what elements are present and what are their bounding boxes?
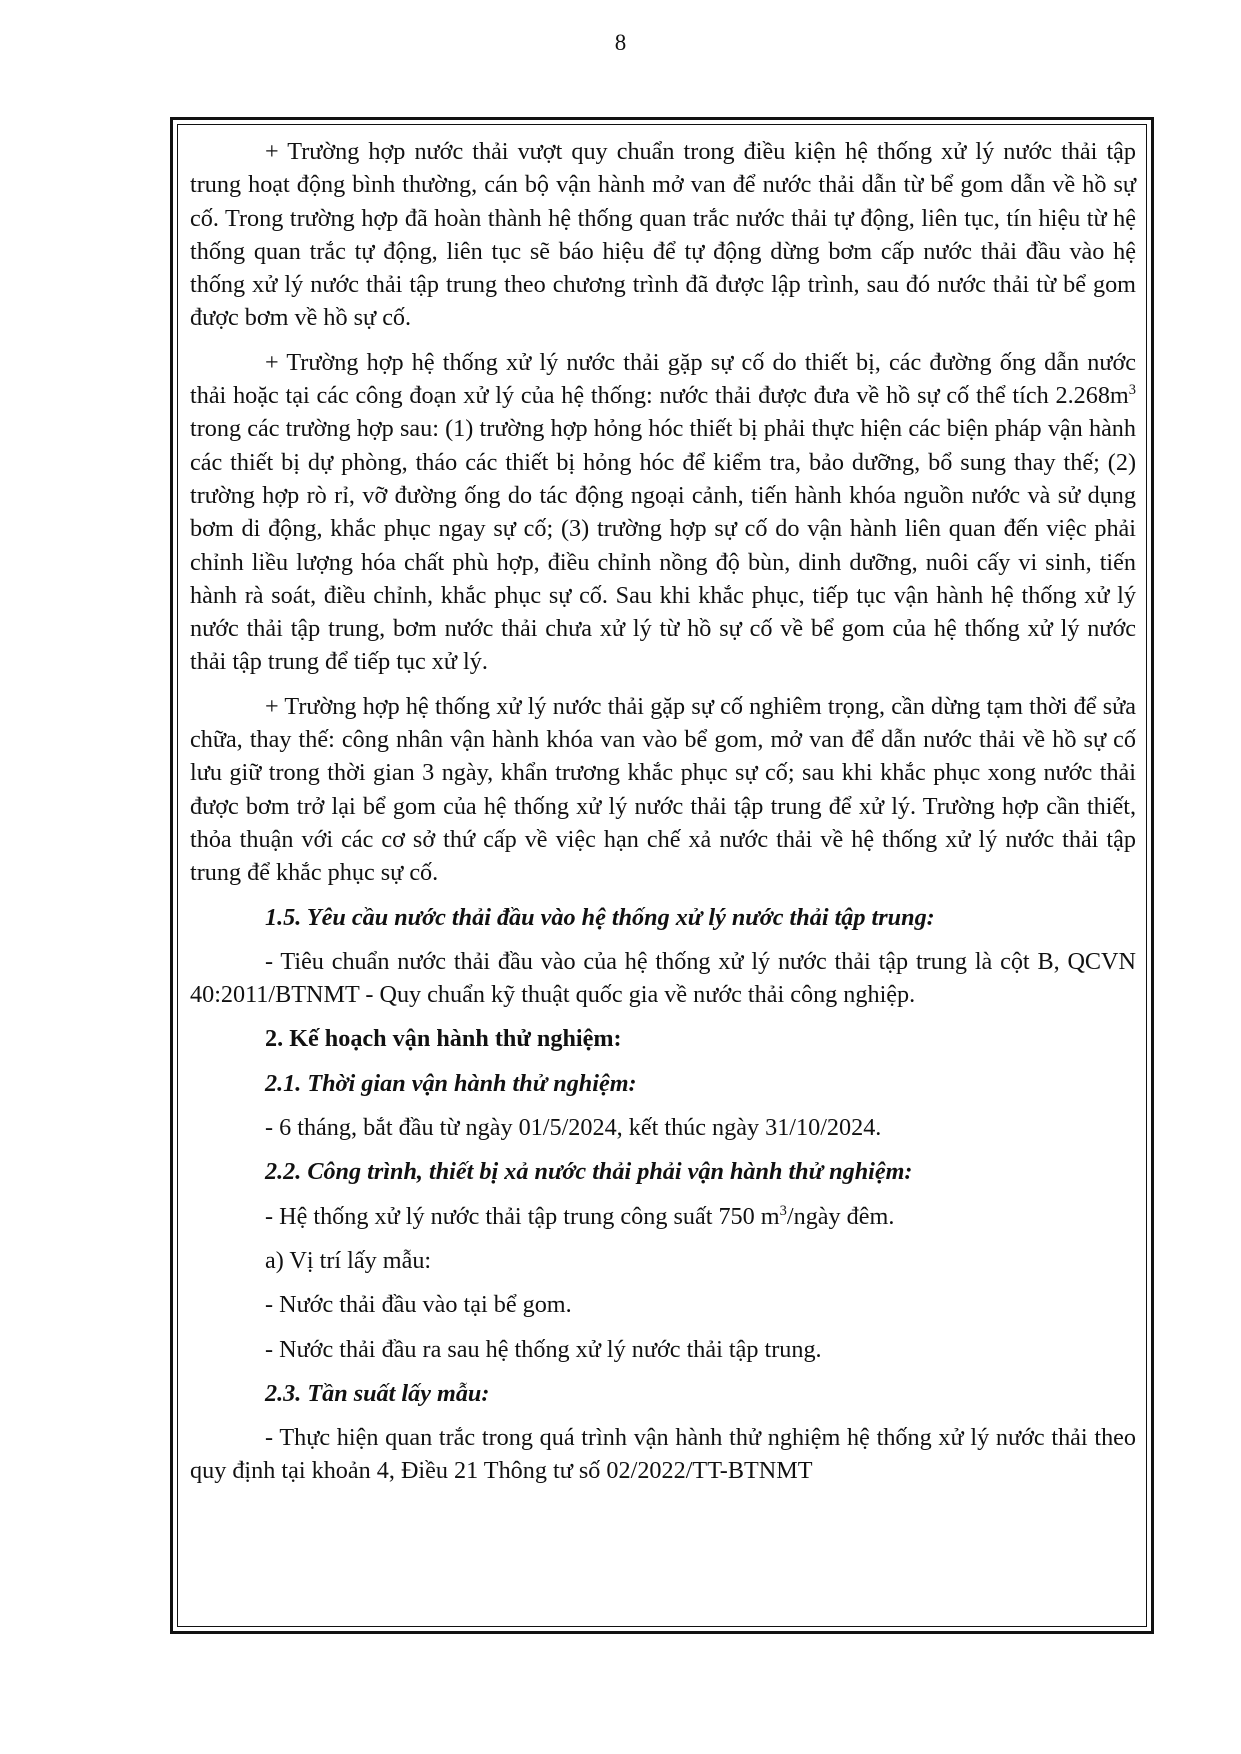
document-body — [177, 124, 1147, 1627]
page-number: 8 — [614, 30, 627, 55]
text-segment: /ngày đêm. — [786, 1202, 895, 1230]
superscript: 3 — [1128, 382, 1136, 399]
paragraph-equipment-incident — [190, 346, 1136, 679]
section-heading-1-5: 1.5. Yêu cầu nước thải đầu vào hệ thống xử lý nước thải tập trung: — [265, 903, 935, 931]
section-heading-2: 2. Kế hoạch vận hành thử nghiệm: — [265, 1025, 622, 1053]
paragraph-input-standard: - Tiêu chuẩn nước thải đầu vào của hệ thống xử lý nước thải tập trung là cột B, QCVN 40:2011/BTNMT - Quy chuẩn kỹ thuật quốc gia về nước thải công nghiệp. — [190, 947, 1136, 1009]
section-heading-2-3: 2.3. Tần suất lấy mẫu: — [265, 1379, 490, 1407]
paragraph-sample-output: - Nước thải đầu ra sau hệ thống xử lý nước thải tập trung. — [265, 1335, 822, 1363]
paragraph-overflow-case: + Trường hợp nước thải vượt quy chuẩn trong điều kiện hệ thống xử lý nước thải tập trung hoạt động bình thường, cán bộ vận hành mở van để nước thải dẫn từ bể gom dẫn về hồ sự cố. Trong trường hợp đã hoàn thành hệ thống quan trắc nước thải tự động, liên tục, tín hiệu từ hệ thống quan trắc tự động, liên tục sẽ báo hiệu để tự động dừng bơm cấp nước thải đầu vào hệ thống xử lý nước thải tập trung theo chương trình đã được lập trình, sau đó nước thải từ bể gom được bơm về hồ sự cố. — [190, 138, 1136, 332]
paragraph-test-duration: - 6 tháng, bắt đầu từ ngày 01/5/2024, kết thúc ngày 31/10/2024. — [265, 1114, 882, 1142]
text-segment: trong các trường hợp sau: (1) trường hợp hỏng hóc thiết bị phải thực hiện các biện pháp vận hành các thiết bị dự phòng, tháo các thiết bị hỏng hóc để kiểm tra, bảo dưỡng, bổ sung thay thế; (2) trường hợp rò rỉ, vỡ đường ống do tác động ngoại cảnh, tiến hành khóa nguồn nước và sử dụng bơm di động, khắc phục ngay sự cố; (3) trường hợp sự cố do vận hành liên quan đến việc phải chỉnh liều lượng hóa chất phù hợp, điều chỉnh nồng độ bùn, dinh dưỡng, nuôi cấy vi sinh, tiến hành rà soát, điều chỉnh, khắc phục sự cố. Sau khi khắc phục, tiếp tục vận hành hệ thống xử lý nước thải tập trung, bơm nước thải chưa xử lý từ hồ sự cố về bể gom của hệ thống xử lý nước thải tập trung để tiếp tục xử lý. — [190, 415, 1136, 676]
section-heading-2-1: 2.1. Thời gian vận hành thử nghiệm: — [265, 1069, 637, 1097]
superscript: 3 — [779, 1202, 787, 1219]
paragraph-serious-incident: + Trường hợp hệ thống xử lý nước thải gặp sự cố nghiêm trọng, cần dừng tạm thời để sửa chữa, thay thế: công nhân vận hành khóa van vào bể gom, mở van để dẫn nước thải về hồ sự cố lưu giữ trong thời gian 3 ngày, khẩn trương khắc phục sự cố; sau khi khắc phục xong nước thải được bơm trở lại bể gom của hệ thống xử lý nước thải tập trung để xử lý. Trường hợp cần thiết, thỏa thuận với các cơ sở thứ cấp về việc hạn chế xả nước thải về hệ thống xử lý nước thải tập trung để khắc phục sự cố. — [190, 692, 1136, 887]
text-segment: + Trường hợp hệ thống xử lý nước thải gặp sự cố do thiết bị, các đường ống dẫn nước thải hoặc tại các công đoạn xử lý của hệ thống: nước thải được đưa về hồ sự cố thể tích 2.268m — [190, 348, 1136, 410]
paragraph-treatment-capacity — [190, 1200, 1136, 1233]
text-segment: - Hệ thống xử lý nước thải tập trung công suất 750 m — [265, 1202, 780, 1230]
section-heading-2-2: 2.2. Công trình, thiết bị xả nước thải phải vận hành thử nghiệm: — [265, 1158, 913, 1186]
paragraph-sample-input: - Nước thải đầu vào tại bể gom. — [265, 1291, 572, 1319]
paragraph-monitoring: - Thực hiện quan trắc trong quá trình vận hành thử nghiệm hệ thống xử lý nước thải theo quy định tại khoản 4, Điều 21 Thông tư số 02/2022/TT-BTNMT — [190, 1424, 1136, 1485]
paragraph-sampling-location: a) Vị trí lấy mẫu: — [265, 1246, 432, 1274]
document-frame — [170, 117, 1154, 1634]
